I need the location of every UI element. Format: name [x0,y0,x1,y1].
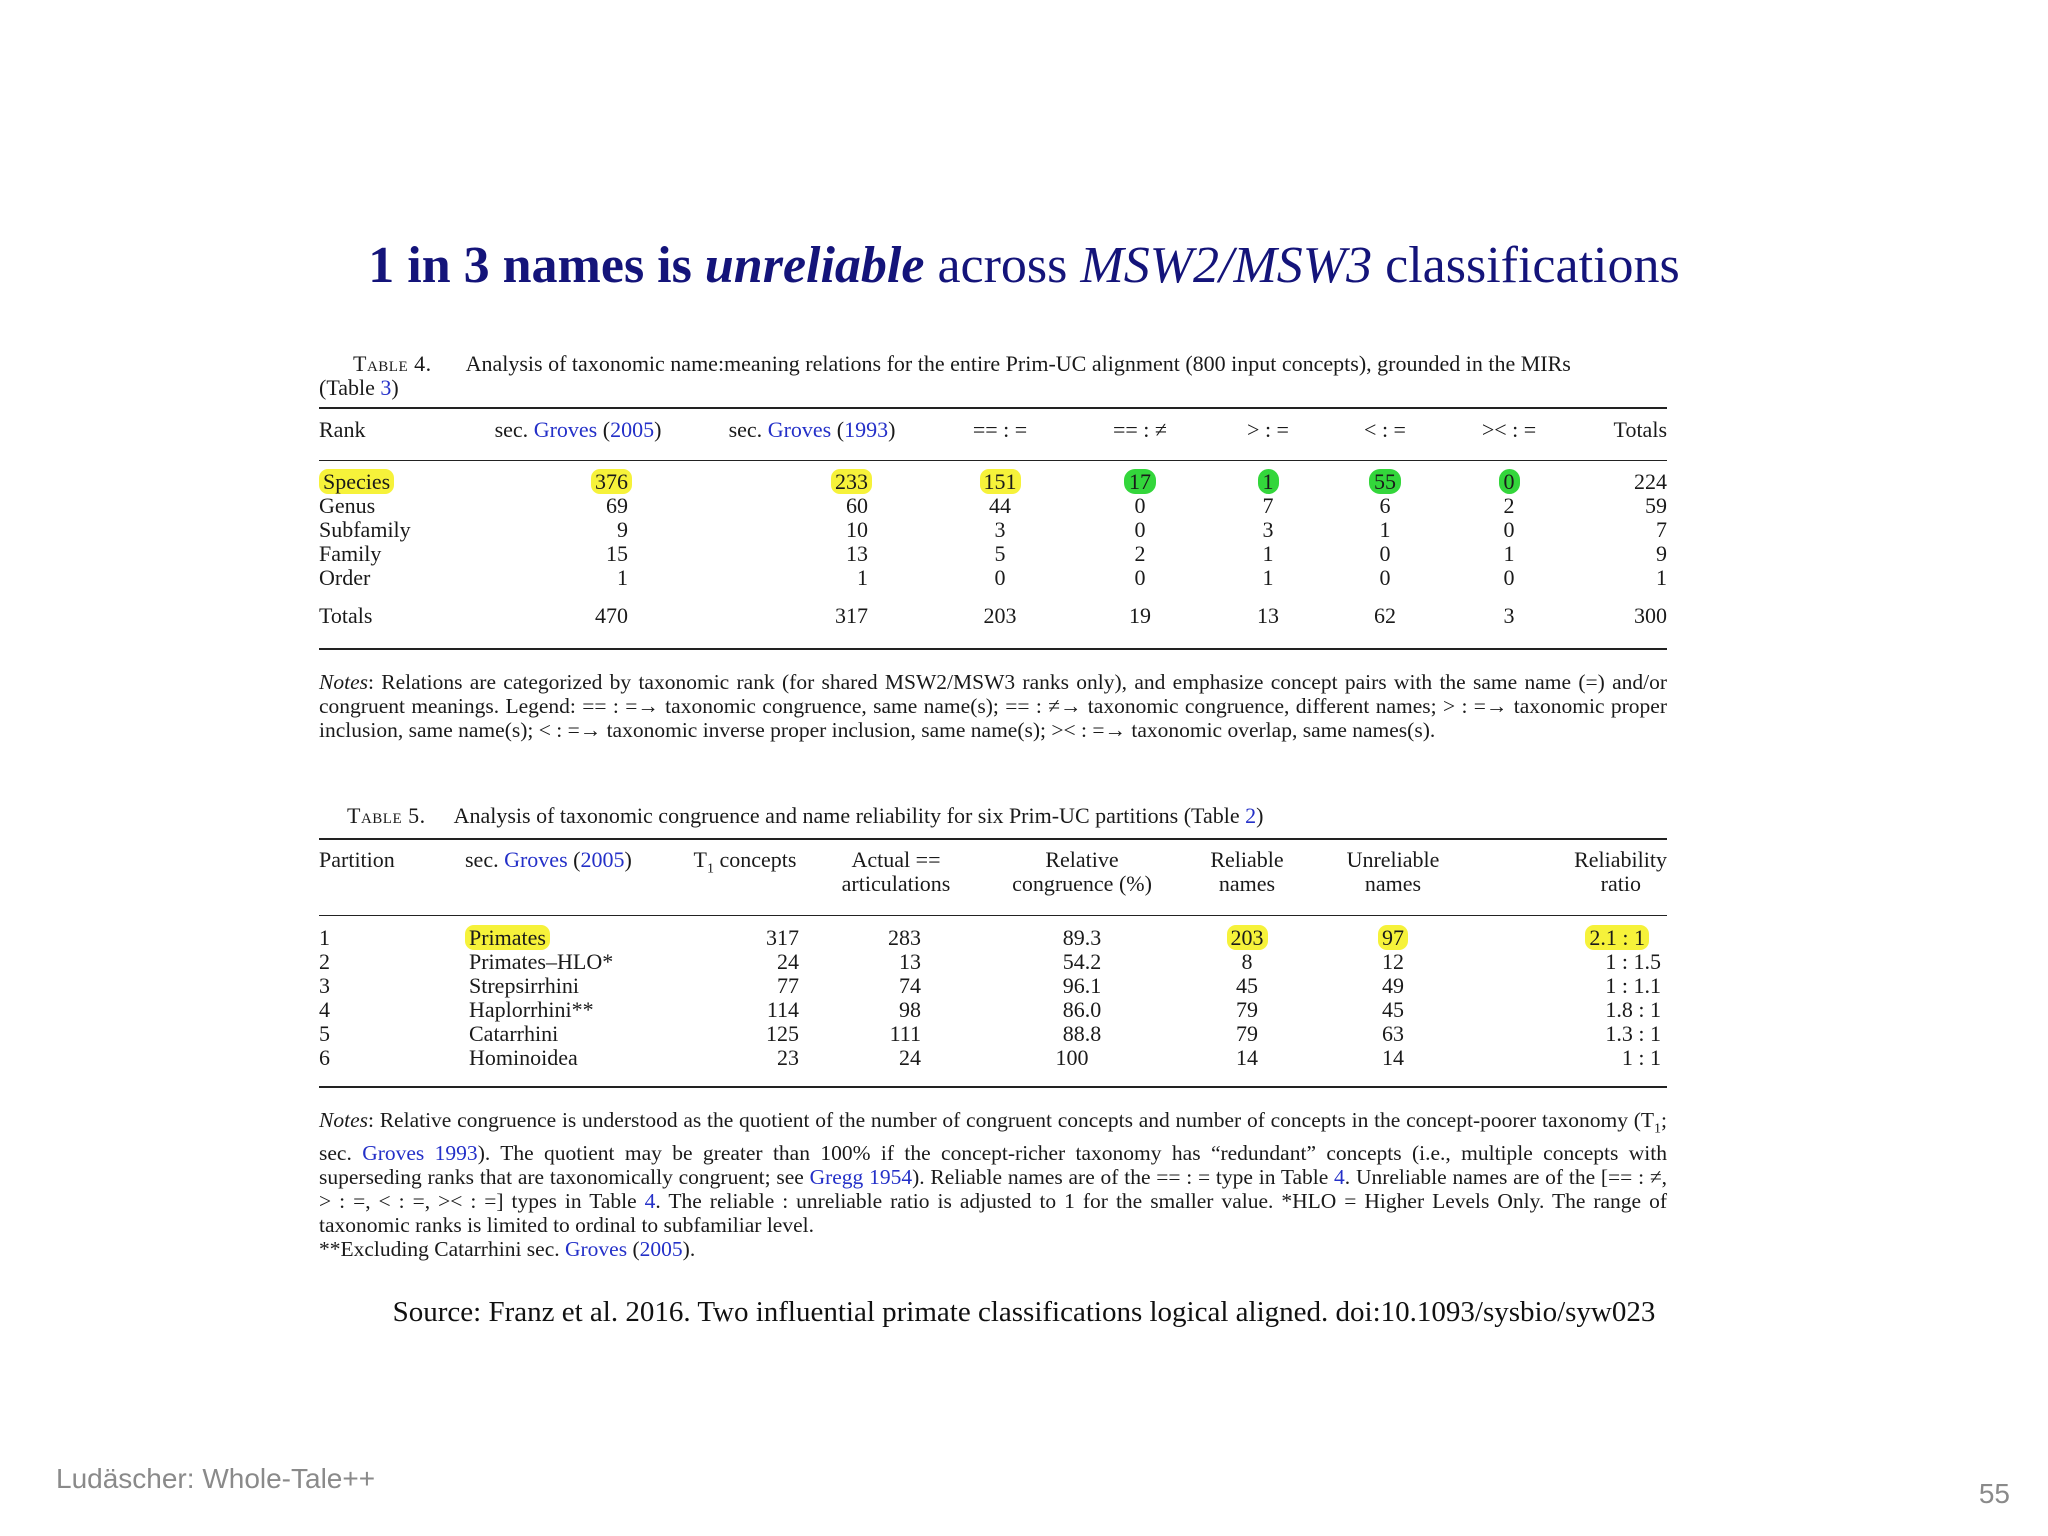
cell-value: 1 [1262,541,1274,566]
cell-value: 23 [777,1045,799,1070]
table4-link[interactable]: 4 [1334,1165,1345,1190]
cell-value: 203 [983,603,1017,628]
title-tail: classifications [1372,237,1680,294]
table4-label: Table 4. [353,351,432,376]
cell-value: 1 [1379,517,1391,542]
cell-value: 86.0 [1062,997,1102,1022]
cell-value: 0 [994,565,1006,590]
table-row [319,470,1667,494]
cell-value: 1 : 1.5 [1605,949,1661,974]
table4-body [319,470,1667,628]
table4-caption-cont: (Table [319,375,381,400]
col-unreliable-names: Unreliable names [1346,847,1440,896]
cell-value: 1.8 : 1 [1605,997,1661,1022]
table4-link[interactable]: 4 [644,1189,656,1214]
cell-value: 0 [1379,541,1391,566]
cell-rank: Totals [319,603,373,628]
table4-top-rule [319,407,1667,409]
cell-taxon: Primates [465,925,550,950]
cell-value: 2 [1134,541,1146,566]
notes-label: Notes [319,670,368,694]
table-row [319,950,1667,974]
gregg-1954-link[interactable]: Gregg 1954 [809,1165,913,1190]
col-actual-articulations: Actual == articulations [841,847,951,896]
cell-value: 13 [846,541,868,566]
notes-text: ). The quotient may be greater than 100% if the concept-richer taxonomy has “redundant” concepts (i.e., multiple concepts with superseding ranks that are taxonomically congruent; see [319,1141,1667,1190]
table-row [319,974,1667,998]
cell-value: 1 [617,565,628,590]
cell-value: 1 : 1.1 [1605,973,1661,998]
table2-link[interactable]: 2 [1245,803,1257,828]
cell-value: 14 [1236,1045,1258,1070]
title-across: across [924,237,1081,294]
cell-value: 88.8 [1062,1021,1102,1046]
cell-value: 0 [1134,565,1146,590]
table5-header [319,848,1667,896]
cell-value: 9 [1656,541,1667,566]
groves-1993-link[interactable]: Groves 1993 [362,1141,478,1166]
cell-value: 3 [1503,603,1515,628]
notes-label: Notes [319,1108,368,1132]
col-t1-concepts: $T_1$ concepts [693,847,797,877]
cell-value: 55 [1369,469,1401,494]
cell-value: 69 [606,493,628,518]
cell-value: 203 [1227,925,1268,950]
table-row [319,518,1667,542]
table5-caption [319,804,1667,828]
cell-value: 45 [1382,997,1404,1022]
cell-value: 7 [1656,517,1667,542]
table4-caption [319,352,1667,400]
cell-value: 317 [835,603,868,628]
groves-2005-link[interactable]: Groves [504,847,568,872]
cell-value: 44 [989,493,1011,518]
groves-2005-link[interactable]: Groves [565,1237,628,1262]
table5-caption-close: ) [1256,803,1264,828]
cell-value: 111 [889,1021,921,1046]
groves-2005-link[interactable]: Groves [533,417,598,442]
col-congruent-diff: == : ≠ [1112,417,1167,442]
col-inclusion: > : = [1247,417,1289,442]
cell-value: 1 [857,565,868,590]
cell-value: 0 [1499,469,1520,494]
cell-value: 300 [1634,603,1667,628]
col-reliable-names: Reliable names [1210,847,1284,896]
notes-text: : Relative congruence is understood as the quotient of the number of congruent concepts and number of concepts in the concept-poorer taxonomy (T [367,1108,1655,1132]
cell-partition: 3 [319,973,330,998]
cell-value: 233 [831,469,872,494]
col-totals: Totals [1613,417,1667,442]
cell-value: 54.2 [1062,949,1102,974]
cell-rank: Subfamily [319,517,411,542]
col-groves-2005: sec. Groves (2005) [494,417,662,442]
cell-value: 98 [899,997,921,1022]
col-overlap: >< : = [1481,417,1537,442]
cell-value: 49 [1382,973,1404,998]
table4-header-rule [319,460,1667,461]
cell-value: 1 : 1 [1621,1045,1661,1070]
col-reliability-ratio: Reliability ratio [1574,847,1667,896]
cell-value: 283 [888,925,921,950]
notes-text: ). Reliable names are of the == : = type in Table [912,1165,1335,1190]
cell-value: 13 [1257,603,1279,628]
notes-text: . The reliable : unreliable ratio is adjusted to 1 for the smaller value. *HLO = Higher Levels Only. The range of taxonomic ranks is limited to ordinal to subfamiliar level. [319,1189,1667,1238]
table4-header [319,418,1667,442]
cell-rank: Order [319,565,371,590]
cell-value: 376 [591,469,632,494]
cell-value: 470 [595,603,628,628]
title-bold-lead: 1 in 3 names is [368,237,705,294]
slide-title [0,236,2048,295]
col-rank: Rank [319,417,366,442]
cell-value: 63 [1382,1021,1404,1046]
table5-top-rule [319,838,1667,840]
cell-value: 1 [1503,541,1515,566]
col-relative-congruence: Relative congruence (%) [1012,847,1152,896]
col-partition: Partition [319,847,395,872]
cell-value: 79 [1236,997,1258,1022]
cell-value: 224 [1634,469,1667,494]
table5-notes [319,1108,1667,1261]
cell-partition: 1 [319,925,330,950]
cell-value: 0 [1503,565,1515,590]
source-citation: Source: Franz et al. 2016. Two influential primate classifications logical aligned. doi:10.1093/sysbio/syw023 [392,1296,1656,1328]
page-number: 55 [1978,1478,2010,1509]
cell-taxon: Primates–HLO* [469,949,614,974]
table-row [319,542,1667,566]
groves-1993-link[interactable]: Groves [767,417,832,442]
cell-value: 151 [980,469,1021,494]
cell-rank: Family [319,541,382,566]
cell-rank: Species [319,469,394,494]
notes-text: ; sec. [319,1108,1667,1166]
cell-value: 97 [1378,925,1408,950]
cell-value: 6 [1379,493,1391,518]
cell-value: 1.3 : 1 [1605,1021,1661,1046]
cell-taxon: Hominoidea [469,1045,578,1070]
table4-caption-text: Analysis of taxonomic name:meaning relations for the entire Prim-UC alignment (800 input concepts), grounded in the MIRs [465,351,1571,376]
paper-excerpt-image [300,332,1690,1260]
cell-value: 1 [1262,565,1274,590]
notes-text: . Unreliable names are of the [== : ≠, > : =, < : =, >< : =] types in Table [319,1165,1668,1214]
cell-taxon: Haplorrhini** [469,997,594,1022]
cell-value: 62 [1374,603,1396,628]
cell-partition: 4 [319,997,330,1022]
notes-subscript: 1 [1654,1121,1662,1137]
cell-value: 8 [1241,949,1253,974]
cell-value: 14 [1382,1045,1404,1070]
groves-1993-year-link[interactable]: 1993 [844,417,889,442]
cell-value: 79 [1236,1021,1258,1046]
cell-value: 59 [1645,493,1667,518]
cell-value: 7 [1262,493,1274,518]
cell-value: 17 [1124,469,1156,494]
table4-notes [319,670,1667,742]
table3-link[interactable]: 3 [380,375,392,400]
table5-bottom-rule [319,1086,1667,1088]
cell-value: 89.3 [1062,925,1102,950]
footer-author: Ludäscher: Whole-Tale++ [56,1463,376,1494]
cell-value: 5 [994,541,1006,566]
cell-value: 9 [617,517,628,542]
cell-value: 45 [1236,973,1258,998]
cell-value: 114 [766,997,799,1022]
cell-value: 12 [1382,949,1404,974]
cell-value: 0 [1503,517,1515,542]
cell-value: 15 [606,541,628,566]
notes-footnote: **Excluding Catarrhini sec. Groves (2005). [319,1237,696,1262]
cell-value: 2.1 : 1 [1585,925,1649,950]
cell-partition: 6 [319,1045,330,1070]
col-inverse-inclusion: < : = [1364,417,1406,442]
cell-value: 60 [846,493,868,518]
cell-value: 0 [1379,565,1391,590]
cell-value: 24 [777,949,799,974]
table-row [319,1022,1667,1046]
groves-2005-year-link[interactable]: 2005 [639,1237,683,1262]
table5-caption-text: Analysis of taxonomic congruence and name reliability for six Prim-UC partitions (Table [453,803,1246,828]
cell-taxon: Catarrhini [469,1021,559,1046]
cell-value: 13 [899,949,921,974]
table4-bottom-rule [319,648,1667,650]
groves-2005-year-link[interactable]: 2005 [580,847,625,872]
col-congruent-same: == : = [972,417,1028,442]
table5-label: Table 5. [347,803,426,828]
cell-partition: 2 [319,949,330,974]
cell-value: 1 [1258,469,1279,494]
cell-value: 3 [1262,517,1274,542]
cell-value: 3 [994,517,1006,542]
table4-totals-row [319,604,1667,628]
table-row [319,566,1667,590]
cell-rank: Genus [319,493,376,518]
cell-value: 77 [777,973,799,998]
cell-partition: 5 [319,1021,330,1046]
notes-text: : Relations are categorized by taxonomic rank (for shared MSW2/MSW3 ranks only), and emphasize concept pairs with the same name (=) and/or congruent meanings. Legend: == : =→ taxonomic congruence, same name(s); == : ≠→ taxonomic congruence, different names; > : =→ taxonomic proper inclusion, same name(s); < : =→ taxonomic inverse proper inclusion, same name(s); >< : =→ taxonomic overlap, same names(s). [319,670,1667,742]
table5-header-rule [319,915,1667,916]
cell-value: 1 [1656,565,1667,590]
cell-value: 0 [1134,493,1146,518]
table5-body [319,926,1667,1070]
cell-value: 0 [1134,517,1146,542]
cell-taxon: Strepsirrhini [469,973,579,998]
cell-value: 10 [846,517,868,542]
cell-value: 24 [899,1045,921,1070]
cell-value: 100 [1055,1045,1089,1070]
cell-value: 96.1 [1062,973,1102,998]
cell-value: 19 [1129,603,1151,628]
table4-caption-close: ) [391,375,399,400]
cell-value: 2 [1503,493,1515,518]
table-row [319,494,1667,518]
table-row [319,998,1667,1022]
cell-value: 74 [899,973,921,998]
table-row [319,1046,1667,1070]
col-sec-groves-2005: sec. Groves (2005) [465,847,632,872]
cell-value: 317 [766,925,799,950]
col-groves-1993: sec. Groves (1993) [728,417,896,442]
title-msw: MSW2/MSW3 [1080,237,1373,294]
title-emphasis: unreliable [704,237,925,294]
table-row [319,926,1667,950]
cell-value: 125 [766,1021,799,1046]
groves-2005-year-link[interactable]: 2005 [610,417,655,442]
